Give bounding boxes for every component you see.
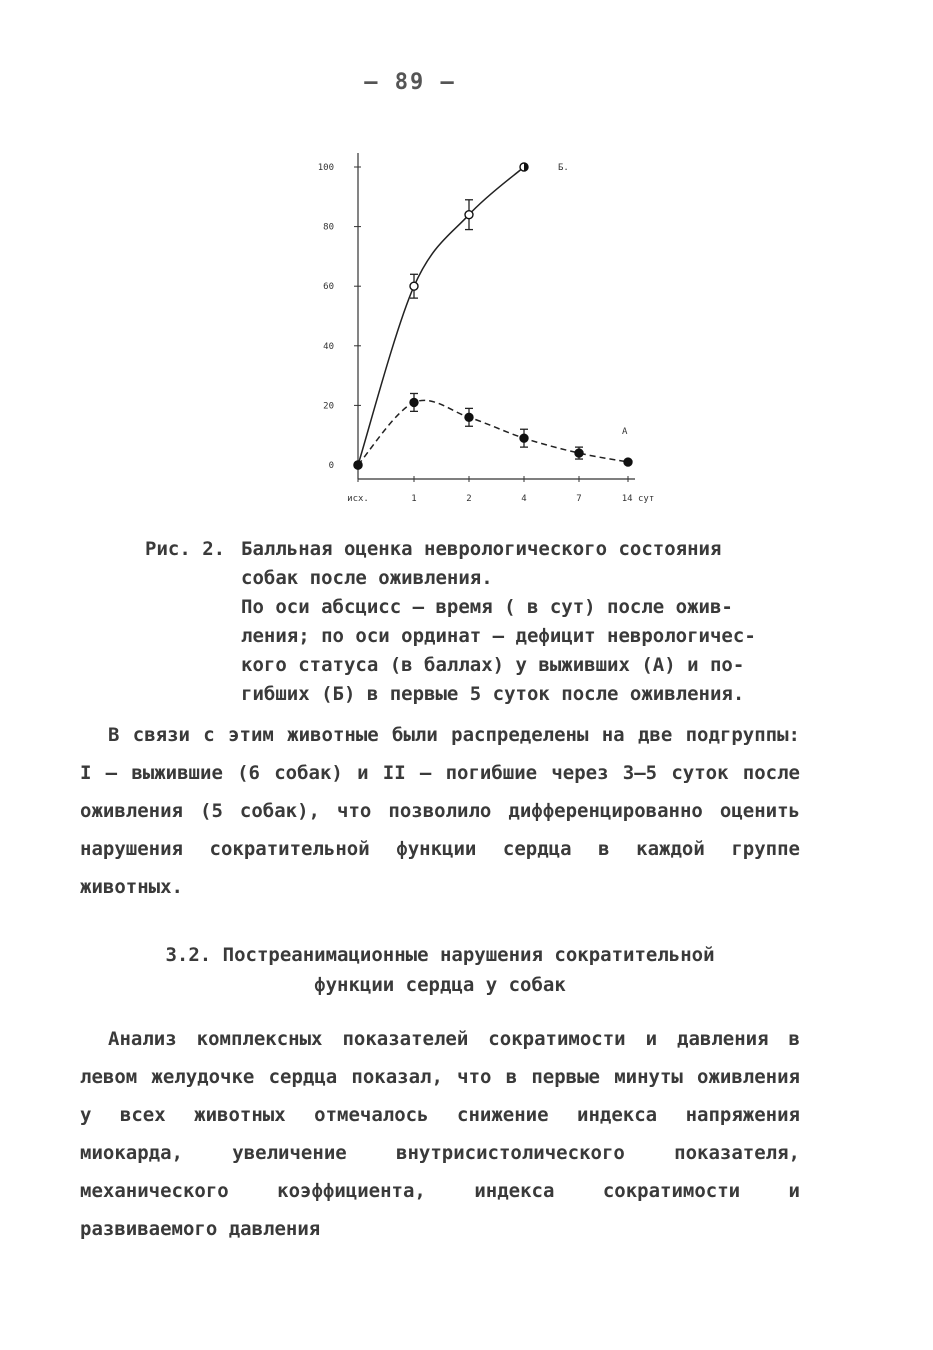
section-heading-line: функции сердца у собак bbox=[314, 974, 566, 996]
x-tick-label: 2 bbox=[466, 494, 472, 504]
chart-series bbox=[354, 163, 632, 469]
x-tick-label: 14 сут bbox=[621, 494, 655, 504]
y-tick-label: 100 bbox=[317, 163, 334, 173]
caption-label: Рис. 2. bbox=[145, 538, 226, 560]
y-tick-label: 60 bbox=[323, 282, 334, 293]
x-tick-label: 1 bbox=[411, 494, 417, 504]
series-line bbox=[358, 167, 524, 465]
caption-line: По оси абсцисс – время ( в сут) после ожив- bbox=[241, 596, 733, 618]
caption-line: ления; по оси ординат – дефицит неврологичес- bbox=[241, 625, 756, 647]
y-tick-label: 80 bbox=[323, 222, 334, 233]
x-tick-label: исх. bbox=[347, 494, 369, 504]
data-point bbox=[410, 282, 418, 290]
series-label: А bbox=[622, 427, 628, 438]
page-number: – 89 – bbox=[364, 70, 456, 95]
body-paragraph-2: Анализ комплексных показателей сократимости и давления в левом желудочке сердца показал, что в первые минуты оживления у всех животных отмечалось снижение индекса напряжения миокарда, увеличение внутрисистолического показателя, механического коэффициента, индекса сократимости и развиваемого давления bbox=[80, 1028, 800, 1240]
caption-line: Балльная оценка неврологического состояния bbox=[241, 538, 722, 560]
section-heading bbox=[80, 940, 800, 1000]
body-paragraph-1: В связи с этим животные были распределены на две подгруппы: I – выжившие (6 собак) и II – погибшие через 3–5 суток после оживления (5 собак), что позволило дифференцированно оценить нарушения сократительной функции сердца в каждой группе животных. bbox=[80, 724, 800, 898]
x-tick-label: 4 bbox=[521, 494, 527, 504]
data-point bbox=[520, 434, 528, 442]
data-point bbox=[624, 458, 632, 466]
series-label: Б. bbox=[558, 163, 569, 173]
data-point bbox=[465, 413, 473, 421]
data-point bbox=[575, 449, 583, 457]
chart-axes bbox=[354, 153, 635, 482]
caption-line: кого статуса (в баллах) у выживших (А) и по- bbox=[241, 654, 745, 676]
figure-caption bbox=[145, 535, 785, 709]
y-tick-label: 40 bbox=[323, 341, 334, 352]
series-line bbox=[358, 400, 628, 465]
data-point bbox=[465, 211, 473, 219]
y-tick-label: 0 bbox=[328, 461, 334, 471]
section-heading-line: 3.2. Постреанимационные нарушения сократительной bbox=[165, 944, 715, 966]
y-tick-label: 20 bbox=[323, 401, 334, 412]
figure-chart bbox=[290, 145, 670, 515]
caption-line: собак после оживления. bbox=[241, 567, 493, 589]
data-point bbox=[410, 398, 418, 406]
data-point bbox=[354, 461, 362, 469]
caption-line: гибших (Б) в первые 5 суток после оживления. bbox=[241, 683, 745, 705]
x-tick-label: 7 bbox=[576, 494, 582, 504]
